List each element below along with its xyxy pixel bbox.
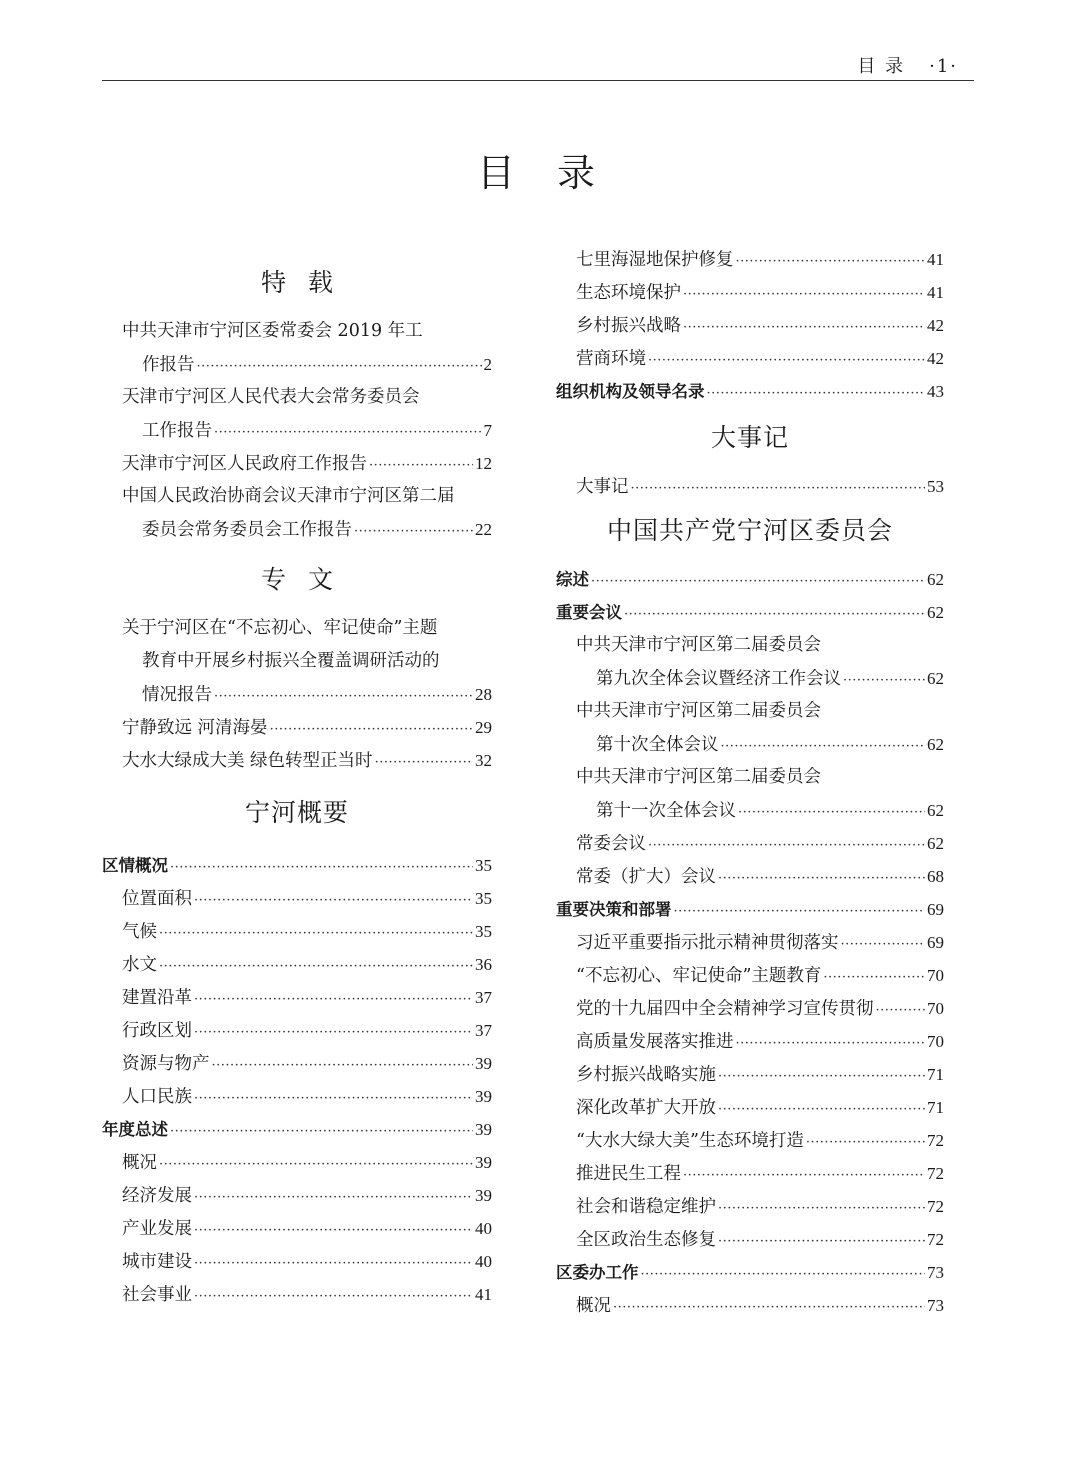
entry-title: 综述	[556, 570, 589, 589]
dot-leader	[648, 829, 925, 862]
entry-page: 72	[927, 1230, 944, 1249]
entry-page: 62	[927, 834, 944, 853]
dot-leader	[270, 713, 473, 746]
entry-page: 71	[927, 1098, 944, 1117]
toc-entry[interactable]	[556, 662, 944, 695]
entry-title: 气候	[122, 922, 157, 942]
dot-leader	[736, 1027, 926, 1060]
entry-page: 69	[927, 900, 944, 919]
dot-leader	[212, 1049, 474, 1082]
entry-page: 35	[475, 889, 492, 908]
entry-page: 36	[475, 955, 492, 974]
running-head	[102, 50, 974, 81]
toc-entry[interactable]	[556, 470, 944, 503]
dot-leader	[194, 1280, 473, 1313]
toc-entry[interactable]	[102, 948, 492, 981]
entry-page: 2	[483, 355, 492, 374]
dot-leader	[197, 350, 482, 383]
toc-entry[interactable]	[556, 596, 944, 629]
entry-title: 中国人民政治协商会议天津市宁河区第二届	[122, 486, 455, 506]
entry-page: 12	[475, 454, 492, 473]
dot-leader	[194, 1082, 473, 1115]
entry-page: 35	[475, 922, 492, 941]
entry-title: 高质量发展落实推进	[576, 1032, 734, 1052]
entry-title: 人口民族	[122, 1087, 192, 1107]
toc-entry-line	[102, 480, 492, 513]
toc-entry[interactable]	[556, 827, 944, 860]
toc-entry[interactable]	[556, 276, 944, 309]
toc-entry[interactable]	[556, 860, 944, 893]
dot-leader	[683, 1159, 925, 1192]
entry-page: 39	[475, 1153, 492, 1172]
dot-leader	[194, 1016, 473, 1049]
running-head-label: 目 录	[857, 56, 906, 77]
entry-title: 资源与物产	[122, 1054, 210, 1074]
dot-leader	[718, 1192, 925, 1225]
entry-title: 全区政治生态修复	[576, 1230, 716, 1250]
entry-title: 天津市宁河区人民政府工作报告	[122, 454, 367, 474]
entry-page: 42	[927, 316, 944, 335]
entry-page: 39	[475, 1120, 492, 1139]
dot-leader	[613, 1291, 925, 1324]
entry-title: 习近平重要指示批示精神贯彻落实	[576, 933, 839, 953]
toc-entry[interactable]	[556, 563, 944, 596]
entry-title: 重要会议	[556, 603, 622, 622]
dot-leader	[641, 1258, 926, 1291]
entry-page: 22	[475, 520, 492, 539]
toc-entry[interactable]	[102, 1080, 492, 1113]
toc-entry[interactable]	[556, 243, 944, 276]
entry-title: 推进民生工程	[576, 1164, 681, 1184]
entry-title: 宁静致远 河清海晏	[122, 718, 268, 738]
dot-leader	[214, 680, 473, 713]
toc-entry[interactable]	[556, 1289, 944, 1322]
entry-title: 党的十九届四中全会精神学习宣传贯彻	[576, 999, 874, 1019]
entry-title: 产业发展	[122, 1219, 192, 1239]
dot-leader	[631, 472, 926, 505]
toc-entry[interactable]	[102, 348, 492, 381]
dot-leader	[624, 598, 925, 631]
entry-page: 32	[475, 751, 492, 770]
entry-title: 天津市宁河区人民代表大会常务委员会	[122, 387, 420, 407]
entry-page: 41	[475, 1285, 492, 1304]
toc-entry[interactable]	[556, 1157, 944, 1190]
entry-page: 40	[475, 1252, 492, 1271]
dot-leader	[718, 1225, 925, 1258]
dot-leader	[718, 862, 925, 895]
toc-entry[interactable]	[556, 794, 944, 827]
entry-title: 重要决策和部署	[556, 900, 672, 919]
entry-page: 70	[927, 966, 944, 985]
entry-title: 教育中开展乡村振兴全覆盖调研活动的	[142, 651, 440, 671]
dot-leader	[738, 796, 925, 829]
entry-title: “不忘初心、牢记使命”主题教育	[576, 966, 822, 986]
toc-entry[interactable]	[556, 926, 944, 959]
dot-leader	[591, 565, 925, 598]
toc-entry[interactable]	[102, 711, 492, 744]
entry-title: 营商环境	[576, 349, 646, 369]
entry-page: 35	[475, 856, 492, 875]
toc-right-column	[556, 243, 944, 1322]
toc-entry[interactable]	[102, 981, 492, 1014]
dot-leader	[194, 1214, 473, 1247]
toc-entry-line	[102, 612, 492, 645]
dot-leader	[876, 994, 926, 1027]
entry-title: 组织机构及领导名录	[556, 382, 705, 401]
entry-title: 城市建设	[122, 1252, 192, 1272]
entry-title: 社会和谐稳定维护	[576, 1197, 716, 1217]
dot-leader	[194, 983, 473, 1016]
entry-title: 乡村振兴战略	[576, 316, 681, 336]
entry-page: 37	[475, 1021, 492, 1040]
toc-entry[interactable]	[102, 447, 492, 480]
dot-leader	[841, 928, 926, 961]
entry-page: 62	[927, 603, 944, 622]
entry-page: 41	[927, 283, 944, 302]
dot-leader	[736, 245, 926, 278]
entry-page: 39	[475, 1087, 492, 1106]
dot-leader	[718, 1093, 925, 1126]
toc-entry[interactable]	[556, 1091, 944, 1124]
toc-entry[interactable]	[556, 1058, 944, 1091]
entry-page: 29	[475, 718, 492, 737]
entry-title: 情况报告	[142, 685, 212, 705]
entry-title: 年度总述	[102, 1120, 168, 1139]
toc-entry[interactable]	[556, 1223, 944, 1256]
dot-leader	[707, 377, 926, 410]
toc-entry[interactable]	[102, 1278, 492, 1311]
dot-leader	[718, 1060, 925, 1093]
dot-leader	[214, 416, 482, 449]
dot-leader	[194, 884, 473, 917]
entry-page: 62	[927, 570, 944, 589]
dot-leader	[683, 311, 925, 344]
entry-title: 区情概况	[102, 856, 168, 875]
toc-entry[interactable]	[102, 1212, 492, 1245]
toc-entry[interactable]	[102, 849, 492, 882]
entry-title: 常委（扩大）会议	[576, 867, 716, 887]
toc-entry[interactable]	[556, 728, 944, 761]
dot-leader	[721, 730, 926, 763]
toc-entry[interactable]	[102, 1014, 492, 1047]
dot-leader	[648, 344, 925, 377]
toc-entry[interactable]	[102, 1179, 492, 1212]
toc-entry-line	[556, 761, 944, 794]
entry-page: 40	[475, 1219, 492, 1238]
toc-entry-line	[556, 695, 944, 728]
entry-page: 62	[927, 669, 944, 688]
entry-page: 42	[927, 349, 944, 368]
running-head-text	[857, 52, 958, 78]
entry-title: 常委会议	[576, 834, 646, 854]
entry-title: 关于宁河区在“不忘初心、牢记使命”主题	[122, 618, 438, 638]
dot-leader	[806, 1126, 925, 1159]
entry-title: 七里海湿地保护修复	[576, 250, 734, 270]
entry-title: “大水大绿大美”生态环境打造	[576, 1131, 804, 1151]
entry-page: 39	[475, 1054, 492, 1073]
entry-title: 行政区划	[122, 1021, 192, 1041]
entry-page: 53	[927, 477, 944, 496]
toc-entry[interactable]	[556, 1256, 944, 1289]
entry-title: 中共天津市宁河区委常委会 2019 年工	[122, 321, 423, 341]
entry-page: 7	[483, 421, 492, 440]
toc-entry[interactable]	[102, 744, 492, 777]
entry-title: 社会事业	[122, 1285, 192, 1305]
entry-title: 经济发展	[122, 1186, 192, 1206]
entry-page: 62	[927, 801, 944, 820]
entry-title: 概况	[122, 1153, 157, 1173]
dot-leader	[170, 851, 473, 884]
toc-entry[interactable]	[556, 342, 944, 375]
entry-title: 位置面积	[122, 889, 192, 909]
entry-title: 第九次全体会议暨经济工作会议	[596, 669, 841, 689]
dot-leader	[159, 950, 473, 983]
toc-entry-line	[556, 629, 944, 662]
toc-entry-line	[102, 315, 492, 348]
toc-entry[interactable]	[102, 678, 492, 711]
entry-page: 71	[927, 1065, 944, 1084]
toc-entry[interactable]	[556, 1025, 944, 1058]
dot-leader	[823, 961, 925, 994]
entry-title: 生态环境保护	[576, 283, 681, 303]
toc-entry[interactable]	[556, 309, 944, 342]
toc-entry[interactable]	[556, 1190, 944, 1223]
toc-entry[interactable]	[102, 915, 492, 948]
entry-title: 建置沿革	[122, 988, 192, 1008]
entry-page: 70	[927, 999, 944, 1018]
entry-page: 28	[475, 685, 492, 704]
toc-entry[interactable]	[102, 513, 492, 546]
entry-page: 68	[927, 867, 944, 886]
entry-title: 作报告	[142, 355, 195, 375]
entry-title: 第十一次全体会议	[596, 801, 736, 821]
entry-page: 37	[475, 988, 492, 1007]
entry-title: 大事记	[576, 477, 629, 497]
section-heading: 特载	[260, 268, 355, 297]
page-title: 目 录	[476, 151, 598, 195]
entry-title: 水文	[122, 955, 157, 975]
entry-title: 区委办工作	[556, 1263, 639, 1282]
toc-entry[interactable]	[102, 1146, 492, 1179]
entry-title: 深化改革扩大开放	[576, 1098, 716, 1118]
toc-entry[interactable]	[556, 893, 944, 926]
section-heading: 专文	[260, 565, 355, 594]
section-heading: 中国共产党宁河区委员会	[606, 516, 893, 545]
dot-leader	[170, 1115, 473, 1148]
toc-entry[interactable]	[102, 882, 492, 915]
toc-entry[interactable]	[102, 414, 492, 447]
entry-title: 乡村振兴战略实施	[576, 1065, 716, 1085]
dot-leader	[194, 1247, 473, 1280]
entry-page: 72	[927, 1131, 944, 1150]
entry-title: 中共天津市宁河区第二届委员会	[576, 701, 821, 721]
entry-page: 72	[927, 1164, 944, 1183]
entry-page: 69	[927, 933, 944, 952]
entry-page: 73	[927, 1296, 944, 1315]
dot-leader	[674, 895, 926, 928]
toc-entry[interactable]	[556, 959, 944, 992]
entry-title: 概况	[576, 1296, 611, 1316]
section-heading: 宁河概要	[244, 798, 349, 827]
entry-page: 41	[927, 250, 944, 269]
toc-entry[interactable]	[102, 1047, 492, 1080]
toc-entry-line	[102, 645, 492, 678]
entry-title: 工作报告	[142, 421, 212, 441]
page-number: ·1·	[929, 56, 958, 77]
toc-left-column	[102, 243, 492, 1311]
toc-entry[interactable]	[556, 375, 944, 408]
entry-title: 中共天津市宁河区第二届委员会	[576, 767, 821, 787]
entry-page: 43	[927, 382, 944, 401]
entry-page: 72	[927, 1197, 944, 1216]
entry-title: 中共天津市宁河区第二届委员会	[576, 635, 821, 655]
toc-entry[interactable]	[556, 1124, 944, 1157]
entry-page: 39	[475, 1186, 492, 1205]
toc-entry[interactable]	[102, 1113, 492, 1146]
dot-leader	[159, 1148, 473, 1181]
toc-entry-line	[102, 381, 492, 414]
dot-leader	[369, 449, 473, 482]
entry-page: 70	[927, 1032, 944, 1051]
dot-leader	[683, 278, 925, 311]
entry-page: 73	[927, 1263, 944, 1282]
entry-page: 62	[927, 735, 944, 754]
section-heading: 大事记	[710, 423, 789, 452]
entry-title: 委员会常务委员会工作报告	[142, 520, 352, 540]
entry-title: 第十次全体会议	[596, 735, 719, 755]
dot-leader	[354, 515, 473, 548]
entry-title: 大水大绿成大美 绿色转型正当时	[122, 751, 373, 771]
dot-leader	[375, 746, 473, 779]
toc-entry[interactable]	[556, 992, 944, 1025]
toc-entry[interactable]	[102, 1245, 492, 1278]
dot-leader	[194, 1181, 473, 1214]
dot-leader	[159, 917, 473, 950]
dot-leader	[843, 664, 925, 697]
